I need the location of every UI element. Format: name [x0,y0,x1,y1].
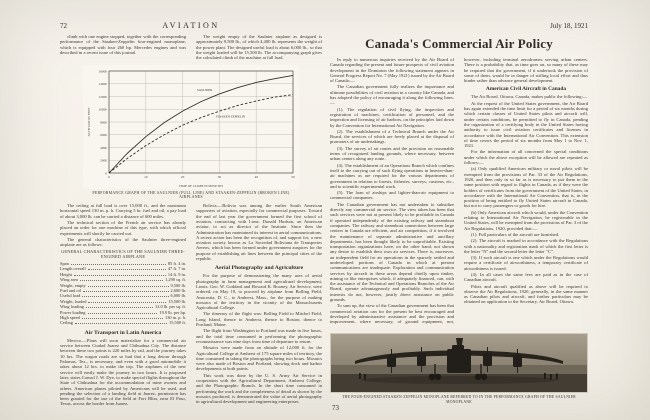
table-row-value: 2,600 lb. [170,288,186,293]
dot-leader [82,318,163,319]
table-heading: GENERAL CHARACTERISTICS OF THE SAULNIER THREE-ENGINED AIRPLANE [61,249,185,260]
dot-leader [88,313,158,314]
right-page [330,34,588,404]
svg-text:SAULNIER: SAULNIER [197,87,213,92]
svg-text:20: 20 [180,175,185,179]
staaken-zeppelin-photo [330,333,588,393]
svg-text:8000: 8000 [100,120,107,125]
table-row-value: 15,500 ft. [169,320,186,326]
paragraph: Bolivia.—Bolivia was among the earlier South American supporters of aviation, especially for commercial purposes. Toward the end of last year the government formed the first school of aviation, contracting with Lieut. Donald Hudson, an American aviator, to act as director of the Institute. Since then the Administration has maintained its interest in aerial communications. A recent action has been the recognition of, and support for, a new aviation society known as La Sociedad Boliviana de Transportes Aereos, which has been formed under government auspices for the purpose of establishing air lines between the principal cities of the republic. [196,203,322,262]
dot-leader [75,323,167,324]
after-figure-paragraphs [60,203,186,247]
paragraph: Mosaics were made from an altitude of 12,000 ft. for the Agricultural College at Amherst of 175 square miles of territory, the time consumed in taking the photographs being two hours. Mosaics were also made of Boston and Portland, showing dock and harbor developments at both points. [196,345,322,372]
paragraph: (b) Only American aircraft which would, under the Convention relating to International Air Navigation, be registerable in the United States, will be exempted from the provisions of Par. 3 of the Air Regulations, 1920, provided that:— [464,209,588,231]
section-heading-aerial-photography: Aerial Photography and Agriculture [214,265,304,272]
paragraph: (5). The loan of airships and lighter-than-air equipment to commercial companies. [330,190,454,201]
paragraph: At the request of the United States government, the Air Board has again extended the time limit for a period of six months during which certain classes of United States pilots and aircraft will, under certain conditions, be permitted to fly in Canada, pending the organization of a certifying body in the United States having authority to issue civil aviation certificates and licenses in accordance with the International Air Convention. This extension of time covers the period of six months from May 1 to Nov. 1, 1921. [464,100,588,149]
article-paragraphs-after-subhead [464,94,588,304]
table-row-value: 47 ft. 7 in. [167,266,186,272]
paragraph: This work was done by the U. S. Army Air Service in cooperation with the Agricultural Department, Amherst College, and the Photographic Branch. In the short time consumed in performing the work and the completeness of detail as shown by the mosaics produced, is demonstrated the value of aerial photography in agricultural development and engineering enterprises. [196,372,322,405]
svg-text:40: 40 [254,175,258,179]
paragraph: The general characteristics of the Saulnier three-engined airplane are as follows: [60,236,186,248]
table-row-value: 19.9 lb. per hp. [159,309,186,315]
paragraph: (2). The establishment of a Technical Branch under the Air Board, the services of which are freely placed at the disposal of promoters of air undertakings. [330,128,454,145]
svg-text:10000: 10000 [98,107,107,112]
table-row-label: Span [60,260,69,266]
paragraph: (2). The aircraft is marked in accordance with the Regulations with a nationality and registration mark of which the first letter is the letter "N" and the second letter the letter "C". [464,238,588,254]
dot-leader [86,307,153,308]
table-row-label: Wing loading [60,304,84,310]
paragraph: The flight from Washington to Portland was made in five hours, and the total time consumed in performing the photographic reconnaissance was nine days from time of departure to return. [196,328,322,344]
paragraph: (4). In all cases the same fees are paid as in the case of Canadian aircraft. [464,271,588,283]
table-row-label: Weight, empty [60,282,86,288]
table-row-label: Ceiling [60,320,73,326]
paragraph: (3). If such aircraft is one which under the Regulations would require a certificate of airworthiness, a temporary certificate of airworthiness is issued. [464,255,588,271]
issue-date: July 18, 1921 [550,22,588,30]
svg-text:0: 0 [105,171,107,176]
table-row-value: 15,500 lb. [168,298,186,304]
section-heading-latin-america: Air Transport in Latin America [84,329,162,336]
table-row-value: 1,290 sq. ft. [165,277,186,283]
paragraph: Pilots and aircraft qualified as above will be required to observe the Air Regulations, 1920, generally, in the same manner as Canadian pilots and aircraft, and further particulars may be obtained on application to the Secretary, Air Board, Ottawa. [464,283,588,305]
paragraph: The weight empty of the Saulnier airplane as designed is approximately 9,500 lb., of which 4,400 lb. represents the weight of the power plant. The designed useful load is about 6,000 lb., so that the weight loaded will be 15,500 lb. The accompanying graph gives the calculated climb of the machine at full load. [196,34,322,61]
wheel [435,374,441,380]
table-row-value: 6,000 lb. [170,293,186,299]
paragraph: The Air Board, Ottawa, Canada, makes public the following:— [471,94,588,100]
svg-text:50: 50 [291,175,295,179]
svg-text:0: 0 [108,175,110,179]
paragraph: Mexico.—Plans will soon materialize for a commercial air service between Ciudad Juarez and Chihuahua City. The distance between these two points is 220 miles by rail, and the journey takes 10 hrs. The wagon roads are so bad that a long detour through Palomas, Tex., is necessary, and even with a good automobile it takes about 12 hrs. to make the trip. The airplanes of the new service will easily make the journey in two hours. It is proposed later, states Consul J. W. Dye, to make special flights throughout the State of Chihuahua for the accommodation of mine owners and others. American planes piloted by Americans will be used, and pending the selection of a landing field at Juarez, permission has been granted for the use of the field at Fort Bliss, near El Paso, Texas, across the border from Juarez. [60,337,186,407]
svg-text:4000: 4000 [100,145,107,150]
wheel [481,374,487,380]
table-row-value: 85 ft. 4 in. [167,260,186,266]
paragraph: (4). The establishment of an Operations Branch which confines itself to the carrying out of such flying operations in heavier-than-air machines as are required for the various departments of government in relation to forests, fisheries, surveys, customs, etc., and to scientific experimental work. [330,162,454,189]
svg-text:ALTITUDE IN FEET: ALTITUDE IN FEET [87,107,91,137]
left-page [60,34,322,415]
paragraph: In reply to numerous inquiries received by the Air Board of Canada regarding the present and future prospects of civil aviation development in the Dominion the following statement appears in General Progress Report No. 7 (May 1921) issued by the Air Board of Canada:— [330,57,455,84]
dot-leader [80,280,163,281]
svg-text:12000: 12000 [98,94,107,99]
dot-leader [82,296,168,297]
table-row-label: Weight, loaded [60,298,87,304]
table-row-value: 12.0 lb. per sq. ft. [155,304,186,310]
dot-leader [71,264,166,265]
paragraph: (1). The regulation of civil flying, the inspection and registration of machines, certification of personnel, and the inspection and licensing of air harbors, on the principles laid down by the Convention for International Air Navigation. [330,106,454,128]
paragraph: (3). The survey of air routes and the provision on reasonable terms of recognized landing grounds, where necessary, between urban centers along any route. [330,145,454,162]
page-number-left: 72 [60,22,67,30]
table-row-label: Height [60,271,72,277]
table-row-value: 130 m. p. h. [165,315,186,321]
dot-leader [88,269,166,270]
paragraph: For the information of all concerned the special conditions under which the above exception will be allowed are repeated as follows:— [464,149,588,166]
table-row-label: Wing area [60,277,78,283]
dot-leader [83,291,169,292]
journal-title: AVIATION [162,21,220,30]
dot-leader [74,275,166,276]
article-subhead: American Civil Aircraft in Canada [485,86,567,93]
paragraph: (1). Full particulars of the aircraft are furnished. [471,231,560,237]
article-title: Canada's Commercial Air Policy [365,36,553,51]
figure-caption: PERFORMANCE GRAPH OF THE SAULNIER (FULL LINE) AND STAAKEN-ZEPPELIN (BROKEN LINE) AIRPLANES [92,190,290,200]
svg-text:30: 30 [217,175,222,179]
wheel [429,374,435,380]
performance-chart-svg [83,65,299,189]
dot-leader [88,302,166,303]
table-row-label: High speed [60,315,80,321]
svg-text:10: 10 [144,175,148,179]
wheel [475,374,481,380]
page-number-right: 73 [332,404,339,412]
paragraph: The Canadian government fully realizes the importance and ultimate possibilities of civil aviation in a country like Canada, and has adopted the policy of encouraging it along the following lines:— [330,84,454,106]
characteristics-table [60,249,186,325]
svg-text:14000: 14000 [98,82,107,87]
airplane-shadow [361,376,557,384]
left-body-text [60,203,322,415]
svg-text:16000: 16000 [98,69,107,74]
svg-text:TIME OF CLIMB IN MINUTES: TIME OF CLIMB IN MINUTES [178,184,224,188]
paragraph: The ceiling at full load is over 15,000 ft., and the maximum horizontal speed 130 m. p. h. Carrying 5 hr. fuel and oil, a pay load of about 3,000 lb. can be carried a distance of 600 miles. [60,203,186,219]
performance-figure [83,65,299,200]
left-intro-text [60,34,322,62]
paragraph: (a) Only qualified American military or naval pilots will be exempted from the provisions of Par. 33 of the Air Regulations, 1920, and then only in so far as is necessary to put them in the same position with regard to flights in Canada, as if they were the holders of certificates from the government of the United States, in accordance with the International Air Convention, that is, in the position of being entitled to fly United States aircraft in Canada, but not to carry passengers or goods for hire. [464,166,588,209]
table-row-label: Length overall [60,266,86,272]
table-row-label: Fuel and oil [60,288,81,293]
airplane-photo-illustration [331,334,587,392]
cockpit [452,345,464,351]
table-row-value: 14 ft. 9 in. [167,271,186,277]
table-row-label: Power loading [60,309,86,315]
paragraph: climb with one engine stopped, together with the corresponding performance of the Staaken-Zeppelin four-engined monoplane, which is equipped with four 260 hp. Mercedes engines and was described in a recent issue of this journal. [60,34,186,55]
paragraph: The technical section of the French air service has already placed an order for one machine of this type, with which official experiments will shortly be carried out. [60,219,186,236]
photo-caption: THE FOUR-ENGINED STAAKEN-ZEPPELIN MONOPLANE REFERRED TO IN THE PERFORMANCE GRAPH OF THE SAULNIER MONOPLANE [342,395,576,404]
svg-text:STAAKEN-ZEPPELIN: STAAKEN-ZEPPELIN [215,114,246,119]
paragraph: For the purpose of demonstrating the many uses of aerial photography in farm management and agricultural development, Lieuts. Geo. W. Goddard and Howard K. Rooney, Air Service, were ordered, on May 19, to proceed by airplane from Bolling Field, Anacostia, D. C., to Amherst, Mass., for the purpose of making mosaics of the territory in the vicinity of the Massachusetts Agricultural College. [196,273,322,311]
article-body [330,57,588,327]
svg-text:6000: 6000 [100,133,107,138]
airplane-fuselage [447,349,471,373]
table-rows [60,261,186,326]
svg-text:2000: 2000 [100,158,107,163]
table-row [60,320,186,325]
paragraph: The Canadian government has not undertaken to subsidize directly any commercial air service. The view taken has been that such services were not at present likely to be profitable in Canada if operated independently of the existing railway and steamboat companies. The railway and steamboat connections between large centers in Canada are efficient, and air competition, if it involved the maintenance of separate administrative and ancillary departments, has been thought likely to be unprofitable. Existing transportation organizations have, on the other hand, not shown any desire to establish their own air services. There is, moreover, an independent field for air operations in the sparsely settled and undeveloped portions of Canada in which at present communications are inadequate. Exploration and communication services by aircraft in these areas depend chiefly upon timber, mining or like enterprises which, if adequately financed, can, with the assistance of the Technical and Operations Branches of the Air Board, operate advantageously and profitably. Such individual interests do not, however, justify direct assistance on public grounds. [330,201,454,303]
paragraph: The itinerary of the flight was: Bolling Field to Mitchel Field, Long Island, thence to Amherst, thence to Boston, thence to Portland, Maine. [196,311,322,328]
paragraph: To sum up, the view of the Canadian government has been that commercial aviation can for the present be best encouraged and developed by administrative assistance and the provision and improvement, where necessary, of ground equipment, not, however, including terminal aerodromes serving urban centers. There is a probability that, as time goes on, so many of these may be required that the government, if it undertook the provision of some of them, would be in danger of stifling local effort and thus hinder rather than advance general development. [330,57,588,325]
table-row-label: Useful load [60,293,81,299]
dot-leader [88,286,169,287]
table-row-value: 9,500 lb. [170,282,186,288]
